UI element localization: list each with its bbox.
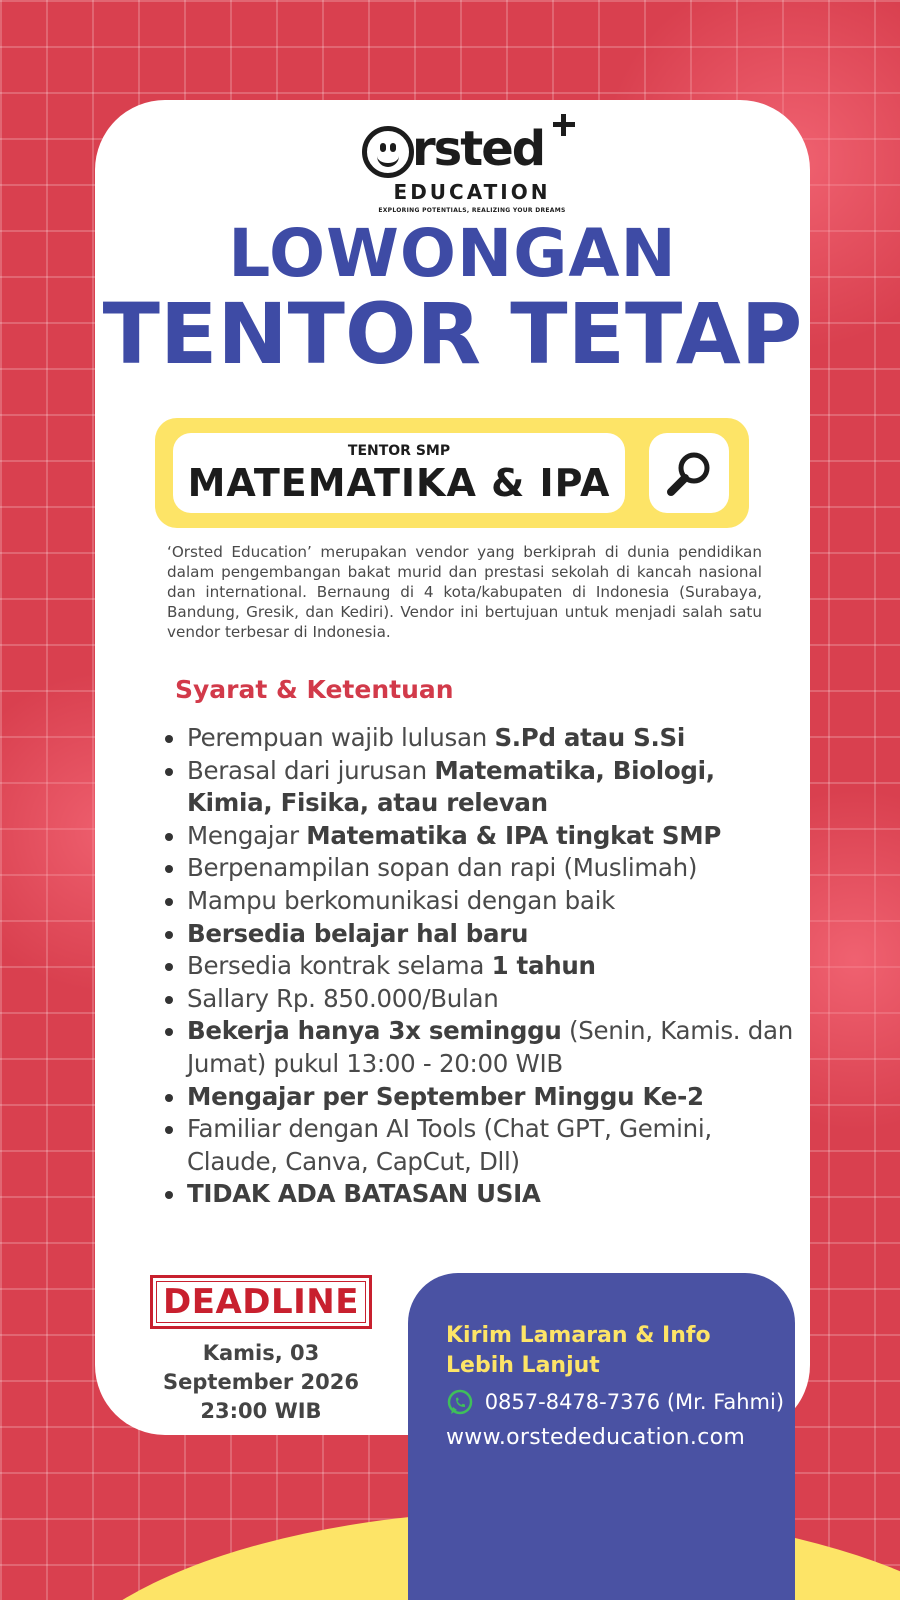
requirement-item [163, 1015, 803, 1080]
deadline-month-year: September 2026 [163, 1370, 359, 1394]
contact-website-link[interactable]: www.orstededucation.com [446, 1425, 746, 1450]
requirement-item [163, 983, 803, 1016]
requirement-item [163, 885, 803, 918]
deadline-stamp [150, 1275, 372, 1329]
requirement-item [163, 755, 803, 820]
requirement-text: Sallary Rp. 850.000/Bulan [187, 983, 499, 1013]
logo-tagline: EXPLORING POTENTIALS, REALIZING YOUR DREAMS [378, 207, 566, 214]
requirement-emphasis: Bersedia belajar hal baru [187, 918, 529, 948]
requirement-emphasis: Matematika, Biologi, Kimia, Fisika, atau relevan [187, 755, 715, 818]
headline-tentor-tetap: TENTOR TETAP [102, 285, 803, 383]
company-description: ‘Orsted Education’ merupakan vendor yang berkiprah di dunia pendidikan dalam pengembangan bakat murid dan prestasi sekolah di kancah nasional dan international. Bernaung di 4 kota/kabupaten di Indonesia (Surabaya, Bandung, Gresik, dan Kediri). Vendor ini bertujuan untuk menjadi salah satu vendor terbesar di Indonesia. [167, 543, 762, 641]
requirement-emphasis: TIDAK ADA BATASAN USIA [187, 1179, 541, 1209]
position-search-box [155, 418, 749, 528]
requirement-item [163, 918, 803, 951]
requirement-item [163, 950, 803, 983]
headline-lowongan: LOWONGAN [228, 215, 677, 292]
deadline-time: 23:00 WIB [200, 1399, 322, 1423]
requirement-item [163, 722, 803, 755]
logo-wordmark: rsted [412, 121, 545, 177]
requirement-text: Perempuan wajib lulusan [187, 723, 495, 752]
requirement-item [163, 1178, 803, 1211]
position-level: TENTOR SMP [347, 443, 451, 459]
requirement-text: Berpenampilan sopan dan rapi (Muslimah) [187, 853, 698, 883]
deadline-day: Kamis, 03 [202, 1341, 320, 1365]
contact-phone-row[interactable] [446, 1387, 784, 1417]
requirement-item [163, 852, 803, 885]
requirement-text: Mengajar [187, 820, 307, 850]
requirement-text: (Senin, Kamis. dan Jumat) pukul 13:00 - 20:00 WIB [187, 1016, 793, 1078]
requirement-text: Bersedia kontrak selama [187, 951, 492, 981]
logo-education-text: EDUCATION [393, 180, 551, 204]
requirement-emphasis: Mengajar per September Minggu Ke-2 [187, 1081, 704, 1111]
plus-icon [551, 112, 577, 138]
requirements-title: Syarat & Ketentuan [175, 675, 454, 704]
requirement-item [163, 820, 803, 853]
orsted-logo [362, 114, 582, 219]
requirement-text: Mampu berkomunikasi dengan baik [187, 885, 616, 915]
deadline-date [150, 1339, 372, 1426]
requirements-list [163, 722, 803, 1211]
requirement-text: Familiar dengan AI Tools (Chat GPT, Gemini, Claude, Canva, CapCut, Dll) [187, 1114, 712, 1176]
requirement-emphasis: Matematika & IPA tingkat SMP [306, 820, 722, 850]
requirement-item [163, 1081, 803, 1114]
contact-panel [408, 1273, 795, 1600]
position-subject: MATEMATIKA & IPA [187, 461, 611, 505]
requirement-text: Berasal dari jurusan [187, 755, 435, 785]
requirement-item [163, 1113, 803, 1178]
contact-phone: 0857-8478-7376 (Mr. Fahmi) [484, 1390, 785, 1414]
position-field [173, 433, 625, 513]
smiley-icon [362, 126, 414, 178]
contact-title: Kirim Lamaran & Info Lebih Lanjut [446, 1323, 711, 1378]
magnifier-icon [649, 433, 729, 513]
deadline-label: DEADLINE [163, 1282, 359, 1322]
whatsapp-icon [446, 1389, 474, 1417]
requirement-emphasis: Bekerja hanya 3x seminggu [187, 1016, 562, 1046]
requirement-emphasis: S.Pd atau S.Si [494, 723, 685, 752]
search-button [649, 433, 729, 513]
requirement-emphasis: 1 tahun [491, 951, 596, 981]
